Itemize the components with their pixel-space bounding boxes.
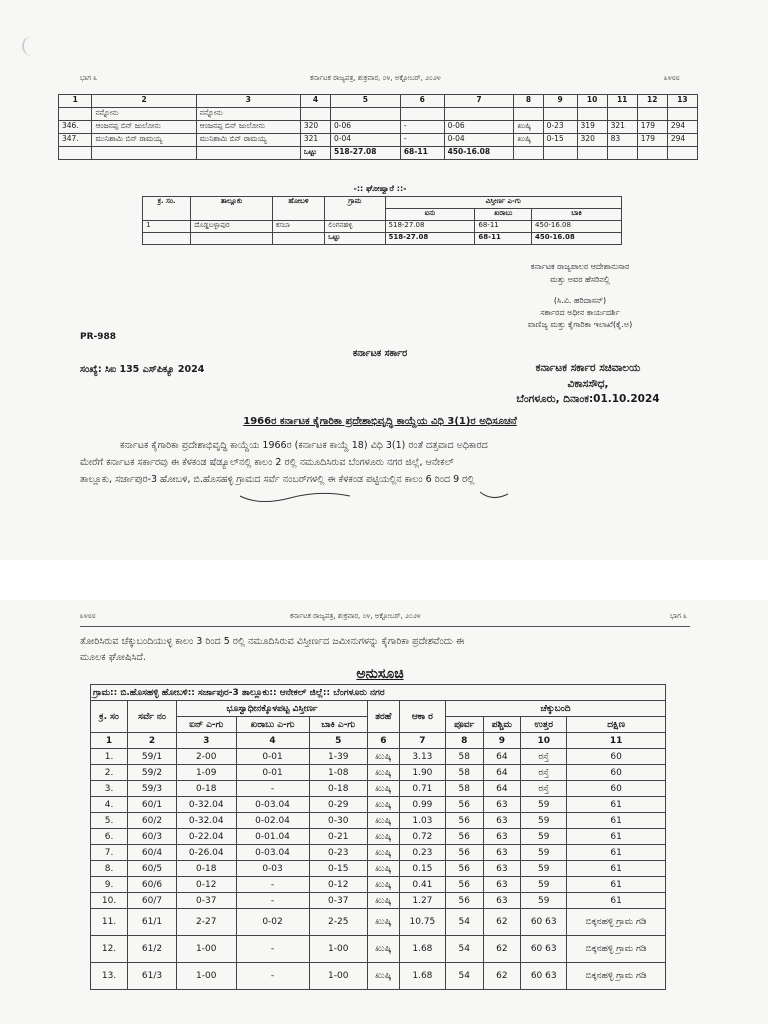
table-row <box>91 963 666 990</box>
table-cell: 1-00 <box>177 936 237 963</box>
table-cell: 3. <box>91 781 128 797</box>
table-cell: 61 <box>567 797 666 813</box>
signatory-title-2: ವಾಣಿಜ್ಯ ಮತ್ತು ಕೈಗಾರಿಕಾ ಇಲಾಖೆ(ಕೈ.ಅ) <box>527 320 633 329</box>
table-cell: 0.99 <box>399 797 445 813</box>
column-number: 1 <box>91 733 128 749</box>
column-number: 13 <box>667 95 697 108</box>
table-cell: 0-01 <box>236 765 309 781</box>
table-cell: 83 <box>607 134 637 147</box>
table-cell: ನನ್ನೋನು <box>92 108 196 121</box>
page-header-left: ಭಾಗ ೩ <box>80 74 98 82</box>
summary-cell: 450-16.08 <box>532 221 622 233</box>
summary-title: -:: ಘೋಷ್ವಾರೆ ::- <box>353 184 407 193</box>
page-header-right: ಭಾಗ ೩ <box>670 612 688 620</box>
summary-row <box>143 221 622 233</box>
table-cell: 347. <box>59 134 92 147</box>
table-cell: 1-39 <box>309 749 367 765</box>
table-row <box>91 829 666 845</box>
table-row <box>91 861 666 877</box>
table-cell: ಖುಷ್ಕಿ <box>367 877 399 893</box>
table-cell: ಆಂಜನಪ್ಪ ಬಿನ್ ಜುಲೋನು <box>92 121 196 134</box>
table-cell: 319 <box>577 121 607 134</box>
signatory-title-1: ಸರ್ಕಾರದ ಅಧೀನ ಕಾರ್ಯದರ್ಶಿ <box>540 308 620 317</box>
column-number: 6 <box>400 95 444 108</box>
column-number: 2 <box>128 733 177 749</box>
table-cell: 0-22.04 <box>177 829 237 845</box>
page-header-center: ಕರ್ನಾಟಕ ರಾಜ್ಯಪತ್ರ, ಶುಕ್ರವಾರ, ೦೪, ಅಕ್ಟೋಬರ್, ೨೦೨೪ <box>290 612 421 620</box>
table-cell: 58 <box>445 749 483 765</box>
table-cell: 60/7 <box>128 893 177 909</box>
table-cell <box>444 108 514 121</box>
table-cell: 0-23 <box>309 845 367 861</box>
table-cell: 0-30 <box>309 813 367 829</box>
table-cell: 0-04 <box>330 134 400 147</box>
table-cell: 0-26.04 <box>177 845 237 861</box>
header-rule <box>80 626 690 627</box>
column-number-row <box>91 733 666 749</box>
table-cell: 0.72 <box>399 829 445 845</box>
table-cell: 13. <box>91 963 128 990</box>
h-west: ಪಶ್ಚಿಮ <box>483 717 521 733</box>
table-cell <box>300 108 330 121</box>
table-cell: 60 <box>567 749 666 765</box>
table-cell: ಆಂಜನಪ್ಪ ಬಿನ್ ಜುಲೋನು <box>196 121 300 134</box>
table-cell: 64 <box>483 781 521 797</box>
table-cell: - <box>236 877 309 893</box>
table-cell: 63 <box>483 797 521 813</box>
table-cell: 0-37 <box>177 893 237 909</box>
body-line-3: ತಾಲ್ಲೂಕು, ಸರ್ಜಾಪುರ-3 ಹೋಬಳಿ, ಬಿ.ಹೊಸಹಳ್ಳಿ ಗ್ರಾಮದ ಸರ್ವೆ ನಂಬರ್‌ಗಳಲ್ಲಿ ಈ ಕೆಳಕಂಡ ಪಟ್ಟಿಯಲ್ಲಿನ ಕಾಲಂ 6 ರಿಂದ 9 ರಲ್ಲಿ <box>80 474 475 485</box>
summary-cell: ಕಸಬಾ <box>272 221 324 233</box>
summary-total-row <box>143 233 622 245</box>
signatory-name: (ಸಿ.ವಿ. ಹರಿದಾಸನ್) <box>553 296 607 305</box>
summary-cell: 1 <box>143 221 191 233</box>
table-cell: 2-00 <box>177 749 237 765</box>
table-cell: 0.15 <box>399 861 445 877</box>
table-cell: 10. <box>91 893 128 909</box>
h-akar: ಆಕಾ ರ <box>399 701 445 733</box>
table-cell: 2-25 <box>309 909 367 936</box>
table-cell: 294 <box>667 134 697 147</box>
table-cell: ಖುಷ್ಕಿ <box>367 749 399 765</box>
table-cell: 61 <box>567 845 666 861</box>
table-cell: 59/2 <box>128 765 177 781</box>
table-cell: 320 <box>300 121 330 134</box>
body-line-2: ಮೇರೆಗೆ ಕರ್ನಾಟಕ ಸರ್ಕಾರವು ಈ ಕೆಳಕಂಡ ಷೆಡ್ಯೂಲ್‌ನಲ್ಲಿ ಕಾಲಂ 2 ರಲ್ಲಿ ನಮೂದಿಸಿರುವ ಬೆಂಗಳೂರು ನಗರ ಜಿಲ್ಲೆ, ಆನೇಕಲ್ <box>80 457 454 468</box>
table-cell: 0.41 <box>399 877 445 893</box>
summary-cell: ಲಿಂಗನಹಳ್ಳಿ <box>325 221 385 233</box>
table-cell: - <box>236 781 309 797</box>
table-cell: 0-03.04 <box>236 845 309 861</box>
table-cell: 60 63 <box>521 963 567 990</box>
table-cell: 5. <box>91 813 128 829</box>
table-cell: 0-02.04 <box>236 813 309 829</box>
table-cell: ಖುಷ್ಕಿ <box>514 121 543 134</box>
table-cell: - <box>236 893 309 909</box>
table-cell: 63 <box>483 861 521 877</box>
table-cell: 64 <box>483 749 521 765</box>
table-row <box>59 134 698 147</box>
h-ain: ಐನ್ ಎ-ಗು <box>177 717 237 733</box>
summary-cell: ದೊಡ್ಡಬಳ್ಳಾಪುರ <box>191 221 273 233</box>
table-cell: 60/2 <box>128 813 177 829</box>
table-cell: 0-03 <box>236 861 309 877</box>
table-cell: 1-09 <box>177 765 237 781</box>
column-number: 5 <box>309 733 367 749</box>
table-cell: 0-02 <box>236 909 309 936</box>
table-cell: 60/5 <box>128 861 177 877</box>
table-cell: 60/3 <box>128 829 177 845</box>
column-number: 11 <box>567 733 666 749</box>
table-cell: 1.68 <box>399 936 445 963</box>
summary-h-village: ಗ್ರಾಮ <box>325 197 385 221</box>
column-number: 12 <box>637 95 667 108</box>
continuation-line-2: ಮೂಲಕ ಘೋಷಿಸಿದೆ. <box>80 652 146 663</box>
table-cell: 59 <box>521 877 567 893</box>
table-cell <box>607 108 637 121</box>
h-baki: ಬಾಕಿ ಎ-ಗು <box>309 717 367 733</box>
summary-h-taluk: ತಾಲ್ಲೂಕು <box>191 197 273 221</box>
order-line-2: ಮತ್ತು ಅವರ ಹೆಸರಿನಲ್ಲಿ <box>550 275 610 284</box>
table-cell: 61/3 <box>128 963 177 990</box>
table-cell: ಖುಷ್ಕಿ <box>367 936 399 963</box>
table-cell: 59 <box>521 845 567 861</box>
table-cell: 56 <box>445 797 483 813</box>
table-cell: 1-08 <box>309 765 367 781</box>
table-cell: 294 <box>667 121 697 134</box>
table-cell: 59/3 <box>128 781 177 797</box>
table-cell: 6. <box>91 829 128 845</box>
table-cell: ರಸ್ತೆ <box>521 749 567 765</box>
table-cell: - <box>236 963 309 990</box>
summary-h-area: ವಿಸ್ತೀರ್ಣ ಎ-ಗು <box>385 197 621 209</box>
table-cell: 59 <box>521 797 567 813</box>
order-line-1: ಕರ್ನಾಟಕ ರಾಜ್ಯಪಾಲರ ಆದೇಶಾನುಸಾರ <box>530 262 630 271</box>
table-cell: 0-32.04 <box>177 813 237 829</box>
reference-number: ಸಂಖ್ಯೆ: ಸಿಐ 135 ಎಸ್‌ಪಿಕ್ಯೂ 2024 <box>80 364 205 375</box>
table-cell: ರಸ್ತೆ <box>521 765 567 781</box>
table-cell: 61 <box>567 829 666 845</box>
table-cell <box>514 108 543 121</box>
table-cell: 1.90 <box>399 765 445 781</box>
table-cell: 1-00 <box>309 963 367 990</box>
govt-name: ಕರ್ನಾಟಕ ಸರ್ಕಾರ <box>352 348 408 359</box>
schedule-title: ಅನುಸೂಚಿ <box>356 666 404 682</box>
table-cell: 56 <box>445 893 483 909</box>
table-cell: 0-37 <box>309 893 367 909</box>
table-cell: ಖುಷ್ಕಿ <box>367 765 399 781</box>
column-number: 11 <box>607 95 637 108</box>
h-sl: ಕ್ರ. ಸಂ <box>91 701 128 733</box>
table-cell: 60 <box>567 781 666 797</box>
table-cell: 61 <box>567 861 666 877</box>
table-cell: ರಸ್ತೆ <box>521 781 567 797</box>
column-number: 7 <box>444 95 514 108</box>
date: ಬೆಂಗಳೂರು, ದಿನಾಂಕ:01.10.2024 <box>516 393 660 405</box>
summary-h-sl: ಕ್ರ. ಸಂ. <box>143 197 191 221</box>
body-line-1: ಕರ್ನಾಟಕ ಕೈಗಾರಿಕಾ ಪ್ರದೇಶಾಭಿವೃದ್ಧಿ ಕಾಯ್ದೆಯ 1966ರ (ಕರ್ನಾಟಕ ಕಾಯ್ದೆ 18) ವಿಧಿ 3(1) ರಂತೆ ದತ್ತವಾದ ಅಧಿಕಾರದ <box>120 440 488 451</box>
table-cell: 1.27 <box>399 893 445 909</box>
table-row <box>91 813 666 829</box>
table-cell: - <box>400 134 444 147</box>
table-cell: 179 <box>637 134 667 147</box>
table-cell <box>667 108 697 121</box>
table-cell: ಮುನಿಶಾಮಿ ಬಿನ್ ರಾಮಯ್ಯ <box>92 134 196 147</box>
table-cell: 1-00 <box>177 963 237 990</box>
table-cell: 54 <box>445 936 483 963</box>
table-cell: 0-06 <box>444 121 514 134</box>
column-number: 1 <box>59 95 92 108</box>
table-cell: 61 <box>567 813 666 829</box>
table-row <box>91 877 666 893</box>
table-cell: 62 <box>483 963 521 990</box>
h-acquired: ಭೂಸ್ವಾಧೀನಕ್ಕೊಳಪಟ್ಟ ವಿಸ್ತೀರ್ಣ <box>177 701 368 717</box>
table-row <box>59 121 698 134</box>
table-row <box>91 765 666 781</box>
column-number: 7 <box>399 733 445 749</box>
table-cell: 1.68 <box>399 963 445 990</box>
summary-total-label: ಒಟ್ಟು <box>325 233 385 245</box>
total-label: ಒಟ್ಟು <box>300 147 330 160</box>
table-cell: 61/1 <box>128 909 177 936</box>
h-kharab: ಖರಾಬು ಎ-ಗು <box>236 717 309 733</box>
table-cell: 60 63 <box>521 909 567 936</box>
table-cell <box>59 108 92 121</box>
column-number: 4 <box>236 733 309 749</box>
table-cell: 61 <box>567 893 666 909</box>
table-cell: 0-18 <box>309 781 367 797</box>
gazette-page-bottom <box>0 600 768 1024</box>
table-cell: 9. <box>91 877 128 893</box>
table-cell: 61 <box>567 877 666 893</box>
table-row <box>91 893 666 909</box>
column-number-row <box>59 95 698 108</box>
table-cell: 58 <box>445 781 483 797</box>
table-row <box>91 781 666 797</box>
h-survey: ಸರ್ವೆ ನಂ <box>128 701 177 733</box>
table-cell: ಖುಷ್ಕಿ <box>367 829 399 845</box>
table-cell: ಖುಷ್ಕಿ <box>367 963 399 990</box>
table-cell: 0-01.04 <box>236 829 309 845</box>
table-cell: 63 <box>483 813 521 829</box>
table-cell: 1. <box>91 749 128 765</box>
column-number: 4 <box>300 95 330 108</box>
summary-sh-kharab: ಖರಾಬು <box>475 209 532 221</box>
summary-sh-baki: ಬಾಕಿ <box>532 209 622 221</box>
table-cell: 12. <box>91 936 128 963</box>
table-row <box>91 845 666 861</box>
summary-cell: 68-11 <box>475 221 532 233</box>
table-cell: 346. <box>59 121 92 134</box>
table-cell: 10.75 <box>399 909 445 936</box>
table-cell: 0-15 <box>309 861 367 877</box>
table-cell: 56 <box>445 861 483 877</box>
table-cell: 62 <box>483 909 521 936</box>
total-c7: 450-16.08 <box>444 147 514 160</box>
column-number: 3 <box>196 95 300 108</box>
table-cell: 59 <box>521 813 567 829</box>
table-cell: 0-23 <box>543 121 577 134</box>
land-table-top <box>58 94 698 160</box>
page-header-right: ೩೪೮೮ <box>664 74 680 82</box>
h-type: ತರಹೆ <box>367 701 399 733</box>
column-number: 6 <box>367 733 399 749</box>
table-cell: 63 <box>483 877 521 893</box>
table-cell: 0-12 <box>309 877 367 893</box>
continuation-line-1: ತೋರಿಸಿರುವ ಚೆಕ್ಕುಬಂದಿಯುಳ್ಳ ಕಾಲಂ 3 ರಿಂದ 5 ರಲ್ಲಿ ನಮೂದಿಸಿರುವ ವಿಸ್ತೀರ್ಣದ ಜಮೀನುಗಳನ್ನು ಕೈಗಾರಿಕಾ ಪ್ರದೇಶವೆಂದು ಈ <box>80 636 465 647</box>
column-number: 2 <box>92 95 196 108</box>
table-cell: 0-06 <box>330 121 400 134</box>
table-cell: 4. <box>91 797 128 813</box>
summary-cell: 518-27.08 <box>385 221 475 233</box>
column-number: 9 <box>483 733 521 749</box>
table-row <box>91 797 666 813</box>
table-cell: ಬಿಕ್ಕನಹಳ್ಳಿ ಗ್ರಾಮ ಗಡಿ <box>567 963 666 990</box>
pr-number: PR-988 <box>80 332 117 342</box>
table-cell: 0-01 <box>236 749 309 765</box>
table-cell <box>543 108 577 121</box>
table-cell: 7. <box>91 845 128 861</box>
table-cell: 56 <box>445 829 483 845</box>
h-boundary: ಚೆಕ್ಕುಬಂದಿ <box>445 701 665 717</box>
column-number: 8 <box>514 95 543 108</box>
table-cell: 61/2 <box>128 936 177 963</box>
summary-total-cell: 518-27.08 <box>385 233 475 245</box>
table-cell: 59 <box>521 829 567 845</box>
column-number: 10 <box>521 733 567 749</box>
table-cell: ಖುಷ್ಕಿ <box>367 797 399 813</box>
table-cell: 64 <box>483 765 521 781</box>
summary-h-hobli: ಹೋಬಳಿ <box>272 197 324 221</box>
table-cell: 63 <box>483 893 521 909</box>
total-c6: 68-11 <box>400 147 444 160</box>
table-cell: 63 <box>483 845 521 861</box>
column-number: 3 <box>177 733 237 749</box>
notification-title: 1966ರ ಕರ್ನಾಟಕ ಕೈಗಾರಿಕಾ ಪ್ರದೇಶಾಭಿವೃದ್ಧಿ ಕಾಯ್ದೆಯ ವಿಧಿ 3(1)ರ ಅಧಿಸೂಚನೆ <box>243 416 517 427</box>
total-c5: 518-27.08 <box>330 147 400 160</box>
column-number: 5 <box>330 95 400 108</box>
table-cell: 60/1 <box>128 797 177 813</box>
table-cell: 63 <box>483 829 521 845</box>
table-cell: 0.23 <box>399 845 445 861</box>
table-cell: 320 <box>577 134 607 147</box>
table-cell: 56 <box>445 845 483 861</box>
table-cell: ಖುಷ್ಕಿ <box>367 781 399 797</box>
table-cell: 56 <box>445 877 483 893</box>
table-cell: 60 63 <box>521 936 567 963</box>
table-cell: 1.03 <box>399 813 445 829</box>
table-cell: - <box>236 936 309 963</box>
table-cell <box>577 108 607 121</box>
table-cell: 0-18 <box>177 781 237 797</box>
table-cell <box>637 108 667 121</box>
table-cell: 59 <box>521 893 567 909</box>
land-table-total-row <box>59 147 698 160</box>
table-row <box>59 108 698 121</box>
h-east: ಪೂರ್ವ <box>445 717 483 733</box>
table-cell: 321 <box>300 134 330 147</box>
table-row <box>91 749 666 765</box>
table-cell: 59/1 <box>128 749 177 765</box>
table-cell: 54 <box>445 963 483 990</box>
page-header-center: ಕರ್ನಾಟಕ ರಾಜ್ಯಪತ್ರ, ಶುಕ್ರವಾರ, ೦೪, ಅಕ್ಟೋಬರ್, ೨೦೨೪ <box>310 74 441 82</box>
table-cell: ಬಿಕ್ಕನಹಳ್ಳಿ ಗ್ರಾಮ ಗಡಿ <box>567 936 666 963</box>
table-cell: ಖುಷ್ಕಿ <box>514 134 543 147</box>
table-cell: 0-32.04 <box>177 797 237 813</box>
summary-sh-ain: ಐನು <box>385 209 475 221</box>
table-cell: 54 <box>445 909 483 936</box>
table-cell: ಖುಷ್ಕಿ <box>367 813 399 829</box>
page-header-left: ೩೪೮೮ <box>80 612 96 620</box>
table-cell: 0-29 <box>309 797 367 813</box>
summary-table <box>142 196 622 245</box>
table-cell: 56 <box>445 813 483 829</box>
table-cell: 59 <box>521 861 567 877</box>
table-cell: 2-27 <box>177 909 237 936</box>
table-cell: 58 <box>445 765 483 781</box>
schedule-table <box>90 684 666 990</box>
table-cell: ಖುಷ್ಕಿ <box>367 845 399 861</box>
table-cell <box>330 108 400 121</box>
table-cell: 3.13 <box>399 749 445 765</box>
table-cell: ಮುನಿಶಾಮಿ ಬಿನ್ ರಾಮಯ್ಯ <box>196 134 300 147</box>
pen-underline-mark <box>230 486 530 508</box>
table-cell: 8. <box>91 861 128 877</box>
table-cell: 0-04 <box>444 134 514 147</box>
table-cell <box>400 108 444 121</box>
table-cell: ಬಿಕ್ಕನಹಳ್ಳಿ ಗ್ರಾಮ ಗಡಿ <box>567 909 666 936</box>
h-north: ಉತ್ತರ <box>521 717 567 733</box>
column-number: 10 <box>577 95 607 108</box>
table-row <box>91 909 666 936</box>
table-cell: 60/4 <box>128 845 177 861</box>
table-cell: 0-03.04 <box>236 797 309 813</box>
table-cell: 0-21 <box>309 829 367 845</box>
summary-total-cell: 450-16.08 <box>532 233 622 245</box>
table-cell: 0-12 <box>177 877 237 893</box>
column-number: 8 <box>445 733 483 749</box>
table-cell: 0-18 <box>177 861 237 877</box>
table-cell: 321 <box>607 121 637 134</box>
place: ವಿಕಾಸಸೌಧ, <box>567 378 609 390</box>
table-cell: 1-00 <box>309 936 367 963</box>
h-south: ದಕ್ಷಿಣ <box>567 717 666 733</box>
secretariat: ಕರ್ನಾಟಕ ಸರ್ಕಾರ ಸಚಿವಾಲಯ <box>535 362 641 374</box>
table-cell: ನನ್ನೋನು <box>196 108 300 121</box>
table-cell: 62 <box>483 936 521 963</box>
table-row <box>91 936 666 963</box>
table-cell: 11. <box>91 909 128 936</box>
table-cell: 0.71 <box>399 781 445 797</box>
table-cell: ಖುಷ್ಕಿ <box>367 893 399 909</box>
table-cell: 0-15 <box>543 134 577 147</box>
table-cell: 60/6 <box>128 877 177 893</box>
table-cell: ಖುಷ್ಕಿ <box>367 909 399 936</box>
table-cell: 60 <box>567 765 666 781</box>
column-number: 9 <box>543 95 577 108</box>
table-cell: ಖುಷ್ಕಿ <box>367 861 399 877</box>
summary-total-cell: 68-11 <box>475 233 532 245</box>
scan-mark <box>22 36 38 56</box>
schedule-location: ಗ್ರಾಮ:: ಬಿ.ಹೊಸಹಳ್ಳಿ ಹೋಬಳಿ:: ಸರ್ಜಾಪುರ-3 ತಾಲ್ಲೂಕು:: ಆನೇಕಲ್ ಜಿಲ್ಲೆ:: ಬೆಂಗಳೂರು ನಗರ <box>91 685 666 701</box>
table-cell: - <box>400 121 444 134</box>
table-cell: 2. <box>91 765 128 781</box>
table-cell: 179 <box>637 121 667 134</box>
